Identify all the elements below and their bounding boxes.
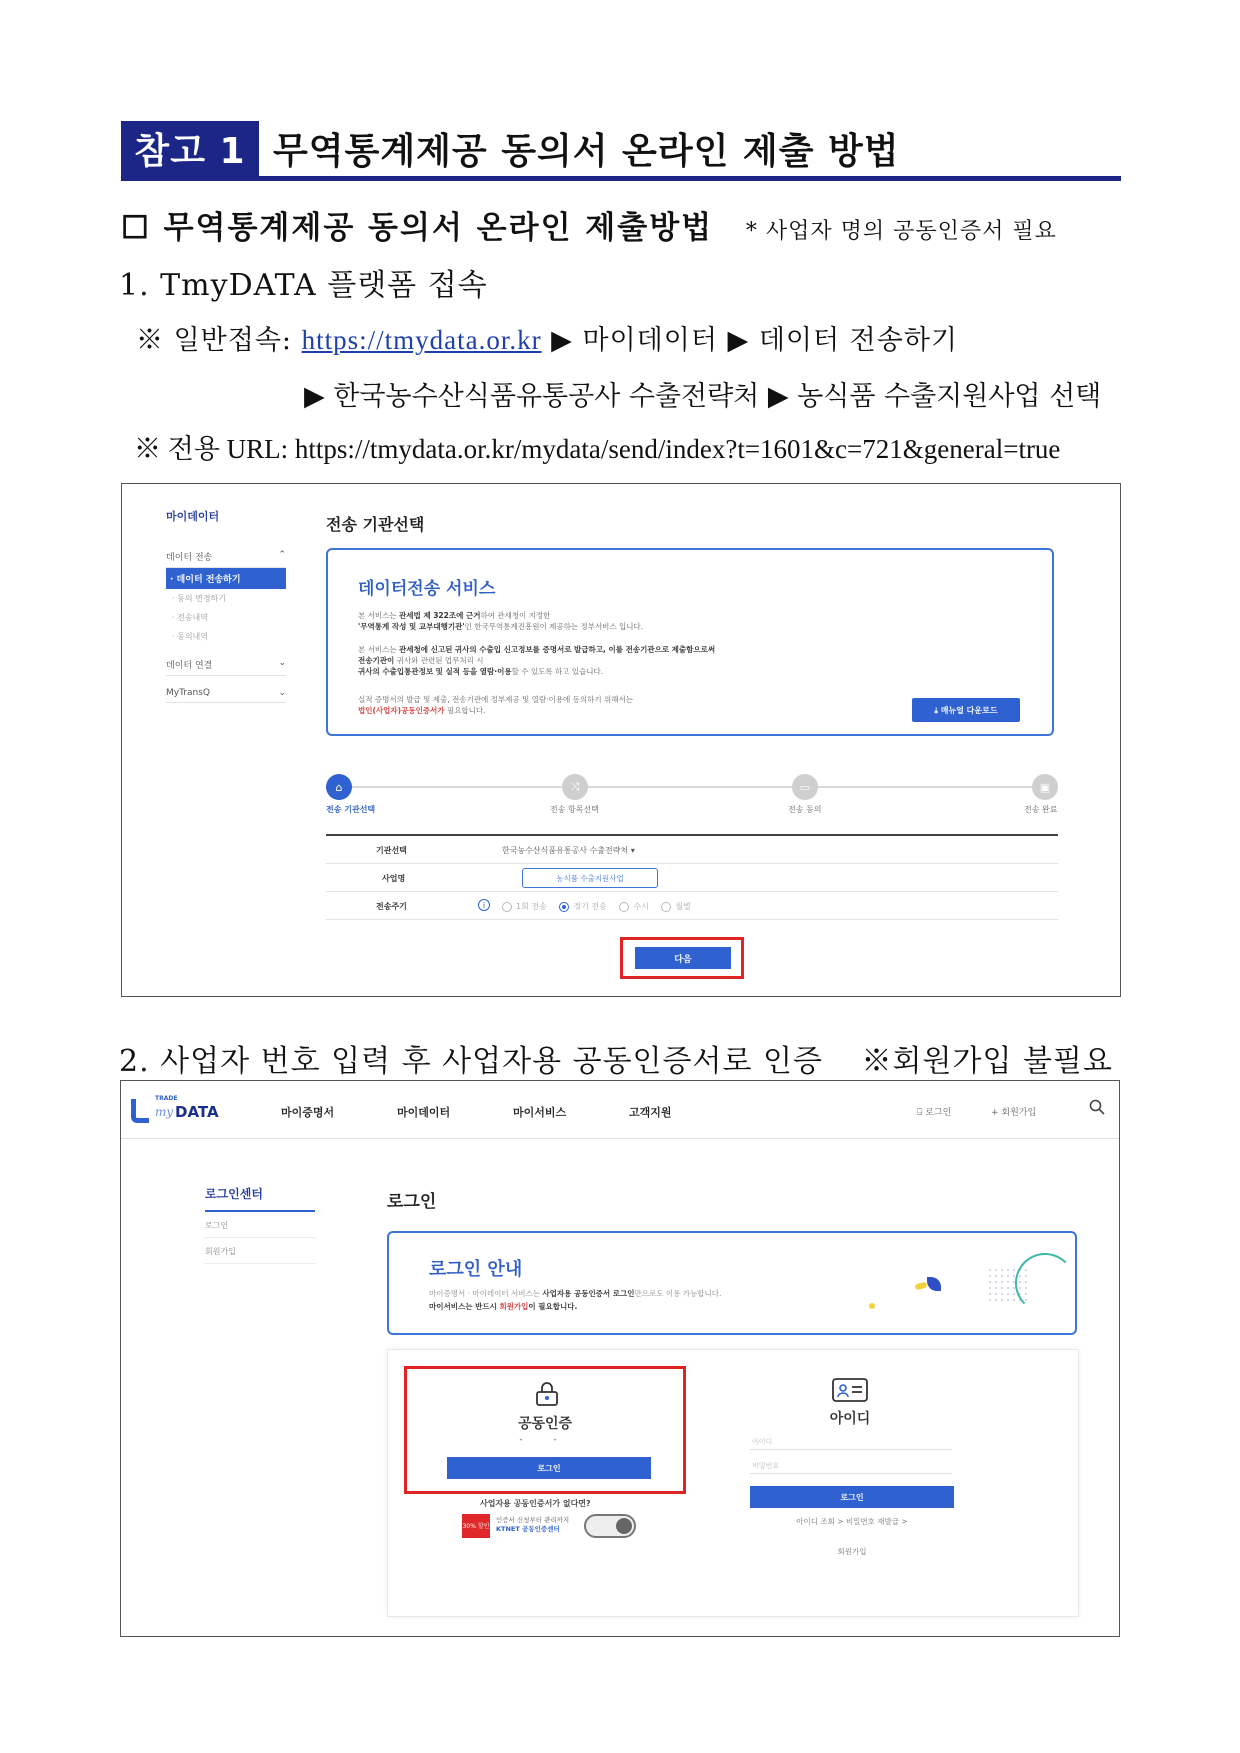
nav-path-line1 bbox=[136, 318, 958, 357]
cycle-radio-group bbox=[502, 901, 701, 914]
login-card bbox=[387, 1349, 1079, 1617]
sidebar-item-mytransq[interactable]: MyTransQ ⌄ bbox=[166, 684, 286, 703]
menu-support[interactable]: 고객지원 bbox=[629, 1106, 672, 1119]
section-heading bbox=[121, 202, 1057, 247]
step-label-1: 전송 기관선택 bbox=[326, 805, 376, 814]
logo-bracket bbox=[131, 1099, 149, 1123]
menu-my-service[interactable]: 마이서비스 bbox=[513, 1106, 567, 1119]
login-center-title: 로그인센터 bbox=[205, 1185, 315, 1212]
sidebar-item-signup[interactable]: 회원가입 bbox=[205, 1238, 315, 1264]
shuffle-icon: ⤨ bbox=[562, 774, 588, 800]
highlight-frame bbox=[620, 937, 744, 979]
document-title: 무역통계제공 동의서 온라인 제출 방법 bbox=[273, 131, 900, 172]
decoration-arc bbox=[1015, 1253, 1075, 1313]
sidebar-item-login[interactable]: 로그인 bbox=[205, 1212, 315, 1238]
nav-prefix: ※ 일반접속: bbox=[136, 325, 302, 356]
signup-link[interactable]: + 회원가입 bbox=[991, 1108, 1037, 1118]
radio-regular[interactable]: 정기 전송 bbox=[559, 901, 606, 912]
cert-login-button[interactable]: 로그인 bbox=[447, 1457, 651, 1479]
id-input[interactable]: 아이디 bbox=[750, 1432, 952, 1450]
top-navigation bbox=[121, 1081, 1119, 1139]
project-label: 사업명 bbox=[382, 874, 406, 883]
mydata-sidebar bbox=[166, 508, 286, 703]
radio-anytime[interactable]: 수시 bbox=[619, 901, 648, 912]
page-title: 전송 기관선택 bbox=[326, 515, 425, 534]
service-paragraph-3: 실적 증명서의 발급 및 제출, 전송기관에 정부제공 및 열람·이용에 동의하기 위해서는 법인(사업자)공동인증서가 필요합니다. bbox=[358, 695, 633, 715]
chevron-down-icon: ⌄ bbox=[278, 658, 286, 668]
direct-url-line: ※ 전용 URL: https://tmydata.or.kr/mydata/send/index?t=1601&c=721&general=true bbox=[134, 434, 1061, 464]
page-title: 로그인 bbox=[387, 1192, 437, 1212]
window-icon: ▭ bbox=[792, 774, 818, 800]
agency-select[interactable]: 한국농수산식품유통공사 수출전략처 ▾ bbox=[502, 846, 635, 855]
cert-number-field[interactable]: - - bbox=[519, 1435, 571, 1445]
nav-rest: ▶ 마이데이터 ▶ 데이터 전송하기 bbox=[541, 325, 959, 356]
project-button[interactable]: 농식품 수출지원사업 bbox=[522, 868, 658, 888]
step1-title: 1. TmyDATA 플랫폼 접속 bbox=[119, 268, 488, 303]
manual-download-button[interactable]: ⤓ 매뉴얼 다운로드 bbox=[912, 698, 1020, 722]
decoration-shape bbox=[927, 1277, 941, 1291]
section-heading-text: ☐ 무역통계제공 동의서 온라인 제출방법 bbox=[121, 210, 714, 246]
radio-monthly[interactable]: 월별 bbox=[661, 901, 690, 912]
sidebar-title: 마이데이터 bbox=[166, 510, 220, 523]
progress-steps bbox=[326, 774, 1058, 814]
screenshot-data-transfer bbox=[121, 483, 1121, 997]
no-cert-text: 사업자용 공동인증서가 없다면? bbox=[480, 1499, 591, 1508]
step2-title: 2. 사업자 번호 입력 후 사업자용 공동인증서로 인증 bbox=[119, 1044, 823, 1079]
agency-label: 기관선택 bbox=[376, 846, 407, 855]
sidebar-subitem[interactable]: · 전송내역 bbox=[172, 613, 208, 622]
login-link[interactable]: ⍈ 로그인 bbox=[917, 1108, 952, 1118]
id-login-title: 아이디 bbox=[829, 1411, 871, 1427]
cycle-label: 전송주기 bbox=[376, 902, 407, 911]
radio-once[interactable]: 1회 전송 bbox=[502, 901, 547, 912]
sidebar-item-data-link[interactable]: 데이터 연결 ⌄ bbox=[166, 654, 286, 676]
sidebar-subitem[interactable]: · 동의내역 bbox=[172, 632, 208, 641]
folder-icon: ▣ bbox=[1032, 774, 1058, 800]
screenshot-login bbox=[120, 1080, 1120, 1637]
step-label-2: 전송 항목선택 bbox=[550, 805, 599, 814]
sidebar-group-data-transfer[interactable]: 데이터 전송 ⌃ bbox=[166, 546, 286, 568]
search-icon[interactable] bbox=[1089, 1099, 1105, 1115]
id-login-button[interactable]: 로그인 bbox=[750, 1486, 954, 1508]
ktnet-toggle-icon bbox=[584, 1514, 636, 1538]
find-account-links[interactable]: 아이디 조회 > 비밀번호 재발급 > bbox=[796, 1517, 908, 1526]
join-link[interactable]: 회원가입 bbox=[837, 1547, 867, 1556]
login-guide-box bbox=[387, 1231, 1077, 1335]
cert-login-title: 공동인증 bbox=[517, 1416, 573, 1432]
decoration-dot bbox=[869, 1303, 875, 1309]
highlight-frame bbox=[404, 1366, 686, 1494]
section-note: * 사업자 명의 공동인증서 필요 bbox=[745, 219, 1057, 244]
step-label-4: 전송 완료 bbox=[1024, 805, 1058, 814]
progress-track bbox=[338, 786, 1046, 788]
transfer-form bbox=[326, 834, 1058, 920]
next-button[interactable]: 다음 bbox=[635, 947, 731, 969]
guide-title: 로그인 안내 bbox=[429, 1259, 523, 1280]
chevron-down-icon: ⌄ bbox=[278, 688, 286, 698]
id-card-icon bbox=[832, 1378, 868, 1402]
ktnet-banner-text[interactable]: 인증서 신청부터 관리까지 KTNET 공동인증센터 bbox=[496, 1516, 570, 1533]
sidebar-item-send-data[interactable]: · 데이터 전송하기 bbox=[166, 568, 286, 589]
reference-label: 참고 1 bbox=[121, 121, 259, 176]
step-label-3: 전송 동의 bbox=[788, 805, 822, 814]
service-info-box bbox=[326, 548, 1054, 736]
step2-heading bbox=[119, 1036, 1113, 1080]
form-row-agency bbox=[326, 836, 1058, 864]
login-sidebar bbox=[205, 1185, 315, 1264]
step2-note: ※회원가입 불필요 bbox=[861, 1044, 1113, 1079]
service-paragraph-2: 본 서비스는 관세청에 신고된 귀사의 수출입 신고정보를 증명서로 발급하고, 이를 전송기관으로 제출함으로써 전송기관이 귀사와 관련된 업무처리 시 귀사의 수출입통관정보 및 실적 등을 열람·이용할 수 있도록 하고 있습니다. bbox=[358, 645, 716, 676]
nav-path-line2: ▶ 한국농수산식품유통공사 수출전략처 ▶ 농식품 수출지원사업 선택 bbox=[304, 381, 1102, 412]
menu-my-certificate[interactable]: 마이증명서 bbox=[281, 1106, 335, 1119]
lock-icon bbox=[533, 1381, 561, 1407]
service-title: 데이터전송 서비스 bbox=[358, 579, 496, 599]
guide-text: 마이증명서 · 마이데이터 서비스는 사업자용 공동인증서 로그인만으로도 이용 가능합니다. 마이서비스는 반드시 회원가입이 필요합니다. bbox=[429, 1289, 722, 1311]
form-row-project bbox=[326, 864, 1058, 892]
sidebar-subitem[interactable]: · 동의 변경하기 bbox=[172, 594, 226, 603]
service-paragraph-1: 본 서비스는 관세법 제 322조에 근거하여 관세청이 지정한 '무역통계 작성 및 교부대행기관'인 한국무역통계진흥원이 제공하는 정부서비스 입니다. bbox=[358, 611, 644, 631]
chevron-up-icon: ⌃ bbox=[278, 550, 286, 560]
form-row-cycle bbox=[326, 892, 1058, 920]
section-title-bar bbox=[121, 121, 1121, 181]
password-input[interactable]: 비밀번호 bbox=[750, 1456, 952, 1474]
menu-mydata[interactable]: 마이데이터 bbox=[397, 1106, 451, 1119]
decoration-shape bbox=[914, 1282, 927, 1291]
info-icon[interactable]: i bbox=[478, 899, 490, 911]
discount-badge: 30% 할인 bbox=[462, 1514, 490, 1538]
tmydata-logo[interactable]: TRADE my DATA bbox=[131, 1095, 231, 1125]
tmydata-link[interactable]: https://tmydata.or.kr bbox=[301, 325, 542, 355]
building-icon: ⌂ bbox=[326, 774, 352, 800]
